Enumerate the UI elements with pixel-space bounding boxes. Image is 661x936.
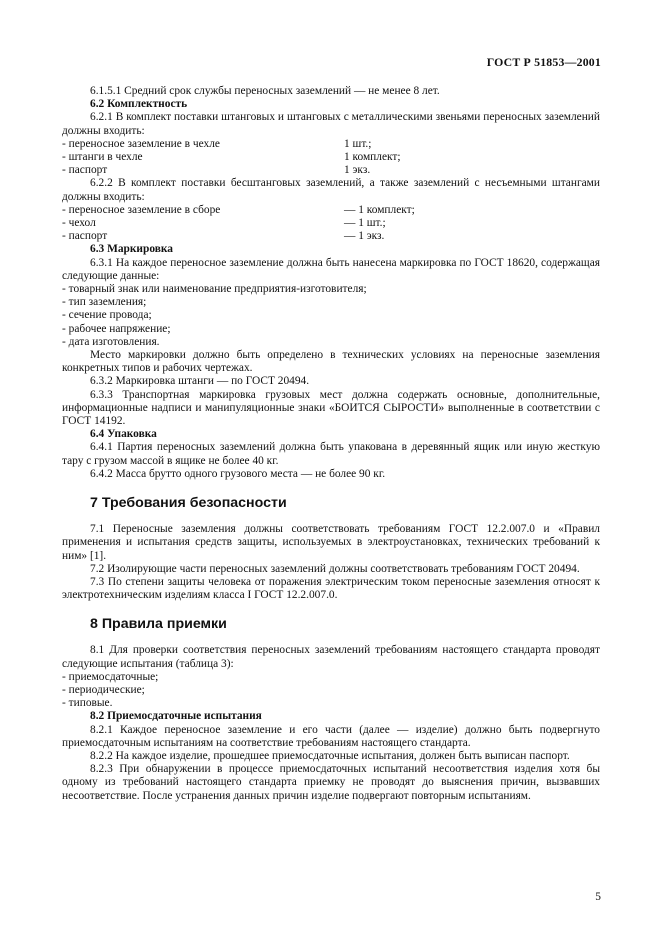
list-item: - сечение провода; xyxy=(62,309,600,322)
page-body xyxy=(62,85,600,803)
paragraph-marking-place: Место маркировки должно быть определено в технических условиях на переносные заземления конкретных типов и рабочих чертежах. xyxy=(62,349,600,375)
list-item: - периодические; xyxy=(62,684,600,697)
list-item: - паспорт — 1 экз. xyxy=(62,230,600,243)
paragraph-8-2-3: 8.2.3 При обнаружении в процессе приемосдаточных испытаний несоответствия изделия хотя бы одному из требований настоящего стандарта приемку не проводят до выяснения причин, вызвавших несоответствие. После устранения данных причин изделие подвергают повторным испытаниям. xyxy=(62,763,600,802)
subheading-6-2: 6.2 Комплектность xyxy=(90,98,188,111)
list-6-2-2 xyxy=(62,204,600,244)
list-8-1 xyxy=(62,671,600,711)
paragraph-8-2-1: 8.2.1 Каждое переносное заземление и его части (далее — изделие) должно быть подвергнуто приемосдаточным испытаниям на соответствие требованиям настоящего стандарта. xyxy=(62,723,600,749)
list-item: - тип заземления; xyxy=(62,296,600,309)
paragraph-6-3-2: 6.3.2 Маркировка штанги — по ГОСТ 20494. xyxy=(90,375,310,388)
page-number: 5 xyxy=(595,891,601,903)
paragraph-8-2-2: 8.2.2 На каждое изделие, прошедшее приемосдаточные испытания, должен быть выписан паспорт. xyxy=(90,749,570,762)
section-heading-8: 8 Правила приемки xyxy=(90,616,227,633)
list-item: - чехол — 1 шт.; xyxy=(62,217,600,230)
paragraph-6-2-1: 6.2.1 В комплект поставки штанговых и штанговых с металлическими звеньями переносных заземлений должны входить: xyxy=(62,111,600,137)
paragraph-6-2-2: 6.2.2 В комплект поставки бесштанговых заземлений, а также заземлений с несъемными штангами должны входить: xyxy=(62,177,600,203)
subheading-8-2: 8.2 Приемосдаточные испытания xyxy=(90,710,262,723)
list-6-2-1 xyxy=(62,138,600,178)
list-item: - дата изготовления. xyxy=(62,336,600,349)
paragraph-6-3-3: 6.3.3 Транспортная маркировка грузовых мест должна содержать основные, дополнительные, информационные надписи и манипуляционные знаки «БОИТСЯ СЫРОСТИ» выполненные в соответствии с ГОСТ 14192. xyxy=(62,388,600,428)
list-item: - переносное заземление в сборе — 1 комплект; xyxy=(62,204,600,217)
paragraph-6-4-2: 6.4.2 Масса брутто одного грузового места — не более 90 кг. xyxy=(90,467,386,480)
section-heading-7: 7 Требования безопасности xyxy=(90,495,287,512)
paragraph-6-4-1: 6.4.1 Партия переносных заземлений должна быть упакована в деревянный ящик или иную жесткую тару с грузом массой в ящике не более 40 кг. xyxy=(62,441,600,467)
paragraph-7-3: 7.3 По степени защиты человека от поражения электрическим током переносные заземления относят к электротехническим изделиям класса I ГОСТ 12.2.007.0. xyxy=(62,575,600,602)
list-item: - типовые. xyxy=(62,697,600,710)
subheading-6-4: 6.4 Упаковка xyxy=(90,428,157,441)
subheading-6-3: 6.3 Маркировка xyxy=(90,243,173,256)
paragraph-6-3-1: 6.3.1 На каждое переносное заземление должна быть нанесена маркировка по ГОСТ 18620, содержащая следующие данные: xyxy=(62,256,600,282)
list-item: - рабочее напряжение; xyxy=(62,323,600,336)
list-item: - штанги в чехле 1 комплект; xyxy=(62,151,600,164)
list-item: - паспорт 1 экз. xyxy=(62,164,600,177)
list-6-3-1 xyxy=(62,283,600,349)
list-item: - приемосдаточные; xyxy=(62,671,600,684)
list-item: - переносное заземление в чехле 1 шт.; xyxy=(62,138,600,151)
list-item: - товарный знак или наименование предприятия-изготовителя; xyxy=(62,283,600,296)
paragraph-6-1-5-1: 6.1.5.1 Средний срок службы переносных заземлений — не менее 8 лет. xyxy=(90,85,440,97)
standard-header: ГОСТ Р 51853—2001 xyxy=(486,55,601,69)
paragraph-7-2: 7.2 Изолирующие части переносных заземлений должны соответствовать требованиям ГОСТ 20494. xyxy=(90,562,580,575)
paragraph-8-1: 8.1 Для проверки соответствия переносных заземлений требованиям настоящего стандарта проводят следующие испытания (таблица 3): xyxy=(62,644,600,670)
paragraph-7-1: 7.1 Переносные заземления должны соответствовать требованиям ГОСТ 12.2.007.0 и «Правил применения и испытания средств защиты, используемых в электроустановках, технических требований к ним» [1]. xyxy=(62,523,600,562)
